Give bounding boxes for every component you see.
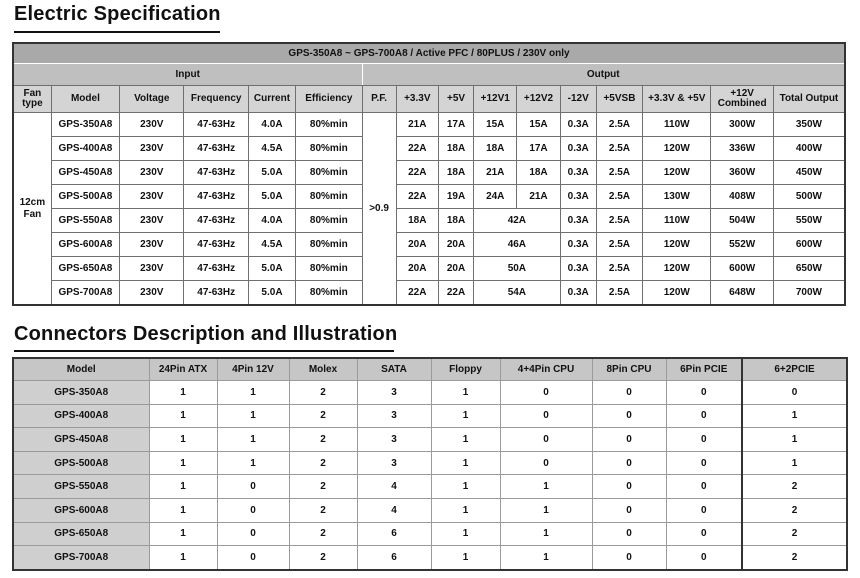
connector-header-cell: 4+4Pin CPU <box>500 358 592 381</box>
neg12v-cell: 0.3A <box>560 137 596 161</box>
connectors-table <box>12 357 848 571</box>
connector-count-cell: 2 <box>742 522 847 546</box>
neg12v-cell: 0.3A <box>560 161 596 185</box>
connector-count-cell: 1 <box>742 428 847 452</box>
hdr-3v3-5v: +3.3V & +5V <box>643 86 711 113</box>
connector-count-cell: 0 <box>217 522 289 546</box>
connector-count-cell: 1 <box>149 428 217 452</box>
group-output: Output <box>362 64 845 86</box>
connectors-title <box>14 323 397 346</box>
voltage-cell: 230V <box>120 113 184 137</box>
v12-combined-cell: 300W <box>711 113 773 137</box>
frequency-cell: 47-63Hz <box>184 113 248 137</box>
connector-row <box>13 381 847 405</box>
connector-count-cell: 0 <box>500 381 592 405</box>
v5-cell: 22A <box>438 281 473 306</box>
total-output-cell: 400W <box>773 137 845 161</box>
current-cell: 5.0A <box>248 161 295 185</box>
model-cell: GPS-350A8 <box>51 113 119 137</box>
v12-combined-cell: 648W <box>711 281 773 306</box>
v33-cell: 18A <box>396 209 438 233</box>
connector-count-cell: 1 <box>149 475 217 499</box>
connector-count-cell: 1 <box>149 498 217 522</box>
connector-count-cell: 2 <box>289 498 357 522</box>
spec-banner: GPS-350A8 ~ GPS-700A8 / Active PFC / 80PLUS / 230V only <box>13 43 845 64</box>
connector-count-cell: 1 <box>149 404 217 428</box>
efficiency-cell: 80%min <box>296 257 362 281</box>
connector-count-cell: 0 <box>592 404 666 428</box>
efficiency-cell: 80%min <box>296 161 362 185</box>
connector-count-cell: 0 <box>592 522 666 546</box>
connector-count-cell: 2 <box>742 475 847 499</box>
connector-count-cell: 0 <box>666 451 742 475</box>
connector-model-cell: GPS-450A8 <box>13 428 149 452</box>
spec-row <box>13 137 845 161</box>
connector-count-cell: 3 <box>357 451 431 475</box>
electric-spec-title <box>14 3 221 26</box>
frequency-cell: 47-63Hz <box>184 185 248 209</box>
connector-count-cell: 1 <box>500 522 592 546</box>
connector-count-cell: 1 <box>500 546 592 570</box>
connector-count-cell: 1 <box>431 428 500 452</box>
hdr-12v2: +12V2 <box>517 86 560 113</box>
connector-count-cell: 0 <box>217 498 289 522</box>
connector-count-cell: 0 <box>217 546 289 570</box>
connector-count-cell: 3 <box>357 404 431 428</box>
efficiency-cell: 80%min <box>296 113 362 137</box>
v12-cell: 54A <box>474 281 561 306</box>
connector-count-cell: 2 <box>289 428 357 452</box>
hdr-voltage: Voltage <box>120 86 184 113</box>
efficiency-cell: 80%min <box>296 209 362 233</box>
connector-count-cell: 0 <box>500 428 592 452</box>
connectors-title-text: Connectors Description and Illustration <box>14 323 398 345</box>
connector-count-cell: 0 <box>666 404 742 428</box>
neg12v-cell: 0.3A <box>560 281 596 306</box>
total-output-cell: 700W <box>773 281 845 306</box>
pf-cell: >0.9 <box>362 113 396 306</box>
v33-5v-cell: 120W <box>643 257 711 281</box>
connector-count-cell: 1 <box>431 381 500 405</box>
v33-cell: 22A <box>396 137 438 161</box>
v5sb-cell: 2.5A <box>596 137 642 161</box>
v12-combined-cell: 336W <box>711 137 773 161</box>
connector-count-cell: 0 <box>592 546 666 570</box>
connector-count-cell: 1 <box>217 381 289 405</box>
v12-combined-cell: 360W <box>711 161 773 185</box>
connector-count-cell: 2 <box>742 546 847 570</box>
connector-row <box>13 428 847 452</box>
v12-1-cell: 15A <box>474 113 517 137</box>
connector-count-cell: 1 <box>431 546 500 570</box>
model-cell: GPS-550A8 <box>51 209 119 233</box>
connector-count-cell: 0 <box>217 475 289 499</box>
v12-2-cell: 15A <box>517 113 560 137</box>
connector-count-cell: 3 <box>357 428 431 452</box>
v5-cell: 19A <box>438 185 473 209</box>
v5-cell: 18A <box>438 137 473 161</box>
connector-count-cell: 1 <box>431 404 500 428</box>
connector-header-cell: Molex <box>289 358 357 381</box>
electric-spec-table <box>12 42 846 306</box>
connector-count-cell: 1 <box>149 381 217 405</box>
hdr-model: Model <box>51 86 119 113</box>
total-output-cell: 650W <box>773 257 845 281</box>
v5sb-cell: 2.5A <box>596 209 642 233</box>
connector-header-cell: Floppy <box>431 358 500 381</box>
efficiency-cell: 80%min <box>296 281 362 306</box>
total-output-cell: 600W <box>773 233 845 257</box>
v12-1-cell: 18A <box>474 137 517 161</box>
connector-header-cell: 24Pin ATX <box>149 358 217 381</box>
connector-count-cell: 0 <box>666 428 742 452</box>
connector-count-cell: 0 <box>592 428 666 452</box>
v33-cell: 21A <box>396 113 438 137</box>
spec-row <box>13 281 845 306</box>
neg12v-cell: 0.3A <box>560 185 596 209</box>
v33-5v-cell: 120W <box>643 233 711 257</box>
connector-count-cell: 0 <box>500 404 592 428</box>
v33-cell: 20A <box>396 233 438 257</box>
frequency-cell: 47-63Hz <box>184 161 248 185</box>
connectors-header-row <box>13 358 847 381</box>
connector-row <box>13 522 847 546</box>
connector-count-cell: 1 <box>217 428 289 452</box>
v5-cell: 18A <box>438 161 473 185</box>
model-cell: GPS-450A8 <box>51 161 119 185</box>
title-underline <box>14 350 394 352</box>
frequency-cell: 47-63Hz <box>184 233 248 257</box>
connector-header-cell: Model <box>13 358 149 381</box>
connector-header-cell: 6+2PCIE <box>742 358 847 381</box>
v12-cell: 50A <box>474 257 561 281</box>
v5-cell: 20A <box>438 257 473 281</box>
connector-count-cell: 4 <box>357 475 431 499</box>
spec-banner-row <box>13 43 845 64</box>
connector-row <box>13 451 847 475</box>
spec-row <box>13 233 845 257</box>
hdr-efficiency: Efficiency <box>296 86 362 113</box>
v12-1-cell: 21A <box>474 161 517 185</box>
voltage-cell: 230V <box>120 209 184 233</box>
connector-header-cell: SATA <box>357 358 431 381</box>
connector-count-cell: 0 <box>666 522 742 546</box>
connector-count-cell: 1 <box>431 522 500 546</box>
model-cell: GPS-600A8 <box>51 233 119 257</box>
connector-count-cell: 2 <box>289 522 357 546</box>
frequency-cell: 47-63Hz <box>184 137 248 161</box>
connector-count-cell: 4 <box>357 498 431 522</box>
connector-count-cell: 1 <box>217 451 289 475</box>
fan-type-cell: 12cm Fan <box>13 113 51 306</box>
connector-count-cell: 1 <box>149 546 217 570</box>
connector-model-cell: GPS-700A8 <box>13 546 149 570</box>
connector-count-cell: 0 <box>592 475 666 499</box>
hdr-total-output: Total Output <box>773 86 845 113</box>
hdr-12v-combined: +12V Combined <box>711 86 773 113</box>
connector-row <box>13 475 847 499</box>
model-cell: GPS-500A8 <box>51 185 119 209</box>
voltage-cell: 230V <box>120 137 184 161</box>
connector-count-cell: 0 <box>500 451 592 475</box>
connector-count-cell: 6 <box>357 522 431 546</box>
connector-count-cell: 1 <box>742 451 847 475</box>
connector-count-cell: 0 <box>592 498 666 522</box>
v5sb-cell: 2.5A <box>596 281 642 306</box>
connector-count-cell: 2 <box>289 475 357 499</box>
v12-combined-cell: 504W <box>711 209 773 233</box>
v33-5v-cell: 130W <box>643 185 711 209</box>
v5-cell: 17A <box>438 113 473 137</box>
frequency-cell: 47-63Hz <box>184 209 248 233</box>
v12-1-cell: 24A <box>474 185 517 209</box>
hdr-pf: P.F. <box>362 86 396 113</box>
connector-model-cell: GPS-550A8 <box>13 475 149 499</box>
v12-2-cell: 18A <box>517 161 560 185</box>
model-cell: GPS-700A8 <box>51 281 119 306</box>
voltage-cell: 230V <box>120 257 184 281</box>
spec-row <box>13 185 845 209</box>
connector-count-cell: 0 <box>666 381 742 405</box>
efficiency-cell: 80%min <box>296 185 362 209</box>
v5sb-cell: 2.5A <box>596 161 642 185</box>
connector-count-cell: 1 <box>500 498 592 522</box>
connector-row <box>13 546 847 570</box>
v12-2-cell: 21A <box>517 185 560 209</box>
connector-count-cell: 2 <box>289 404 357 428</box>
frequency-cell: 47-63Hz <box>184 281 248 306</box>
v12-combined-cell: 408W <box>711 185 773 209</box>
neg12v-cell: 0.3A <box>560 233 596 257</box>
connector-count-cell: 1 <box>149 451 217 475</box>
hdr-5v: +5V <box>438 86 473 113</box>
v12-combined-cell: 552W <box>711 233 773 257</box>
connector-header-cell: 8Pin CPU <box>592 358 666 381</box>
v33-5v-cell: 110W <box>643 209 711 233</box>
connector-count-cell: 3 <box>357 381 431 405</box>
spec-row <box>13 113 845 137</box>
connector-count-cell: 0 <box>742 381 847 405</box>
connector-header-cell: 4Pin 12V <box>217 358 289 381</box>
hdr-3v3: +3.3V <box>396 86 438 113</box>
v12-combined-cell: 600W <box>711 257 773 281</box>
v33-cell: 20A <box>396 257 438 281</box>
v33-5v-cell: 120W <box>643 161 711 185</box>
total-output-cell: 450W <box>773 161 845 185</box>
connector-count-cell: 0 <box>592 451 666 475</box>
efficiency-cell: 80%min <box>296 233 362 257</box>
connector-count-cell: 2 <box>289 381 357 405</box>
v5-cell: 20A <box>438 233 473 257</box>
current-cell: 4.0A <box>248 113 295 137</box>
current-cell: 5.0A <box>248 185 295 209</box>
frequency-cell: 47-63Hz <box>184 257 248 281</box>
v5-cell: 18A <box>438 209 473 233</box>
group-input: Input <box>13 64 362 86</box>
connector-header-cell: 6Pin PCIE <box>666 358 742 381</box>
connector-count-cell: 0 <box>592 381 666 405</box>
hdr-neg12v: -12V <box>560 86 596 113</box>
current-cell: 4.5A <box>248 233 295 257</box>
connector-row <box>13 404 847 428</box>
connector-model-cell: GPS-650A8 <box>13 522 149 546</box>
connector-count-cell: 2 <box>742 498 847 522</box>
voltage-cell: 230V <box>120 233 184 257</box>
connector-model-cell: GPS-600A8 <box>13 498 149 522</box>
connector-model-cell: GPS-400A8 <box>13 404 149 428</box>
total-output-cell: 350W <box>773 113 845 137</box>
connector-count-cell: 6 <box>357 546 431 570</box>
v5sb-cell: 2.5A <box>596 113 642 137</box>
connector-row <box>13 498 847 522</box>
v5sb-cell: 2.5A <box>596 233 642 257</box>
spec-header-row <box>13 86 845 113</box>
spec-row <box>13 161 845 185</box>
v33-cell: 22A <box>396 185 438 209</box>
v33-cell: 22A <box>396 281 438 306</box>
current-cell: 5.0A <box>248 257 295 281</box>
v5sb-cell: 2.5A <box>596 185 642 209</box>
total-output-cell: 500W <box>773 185 845 209</box>
electric-spec-title-text: Electric Specification <box>14 3 221 25</box>
hdr-fan-type: Fan type <box>13 86 51 113</box>
hdr-12v1: +12V1 <box>474 86 517 113</box>
voltage-cell: 230V <box>120 281 184 306</box>
current-cell: 4.5A <box>248 137 295 161</box>
v12-2-cell: 17A <box>517 137 560 161</box>
connector-count-cell: 1 <box>149 522 217 546</box>
connector-count-cell: 1 <box>431 451 500 475</box>
hdr-current: Current <box>248 86 295 113</box>
v12-cell: 46A <box>474 233 561 257</box>
connector-count-cell: 1 <box>742 404 847 428</box>
v12-cell: 42A <box>474 209 561 233</box>
connector-count-cell: 1 <box>500 475 592 499</box>
v33-5v-cell: 120W <box>643 281 711 306</box>
neg12v-cell: 0.3A <box>560 209 596 233</box>
neg12v-cell: 0.3A <box>560 257 596 281</box>
v33-5v-cell: 120W <box>643 137 711 161</box>
model-cell: GPS-400A8 <box>51 137 119 161</box>
spec-group-row <box>13 64 845 86</box>
voltage-cell: 230V <box>120 185 184 209</box>
v33-cell: 22A <box>396 161 438 185</box>
connector-count-cell: 0 <box>666 498 742 522</box>
title-underline <box>14 31 220 33</box>
connector-count-cell: 1 <box>431 498 500 522</box>
efficiency-cell: 80%min <box>296 137 362 161</box>
neg12v-cell: 0.3A <box>560 113 596 137</box>
connector-model-cell: GPS-500A8 <box>13 451 149 475</box>
current-cell: 5.0A <box>248 281 295 306</box>
connector-count-cell: 1 <box>217 404 289 428</box>
total-output-cell: 550W <box>773 209 845 233</box>
v5sb-cell: 2.5A <box>596 257 642 281</box>
connector-model-cell: GPS-350A8 <box>13 381 149 405</box>
connector-count-cell: 2 <box>289 546 357 570</box>
connector-count-cell: 2 <box>289 451 357 475</box>
hdr-frequency: Frequency <box>184 86 248 113</box>
hdr-5vsb: +5VSB <box>596 86 642 113</box>
v33-5v-cell: 110W <box>643 113 711 137</box>
connector-count-cell: 1 <box>431 475 500 499</box>
model-cell: GPS-650A8 <box>51 257 119 281</box>
voltage-cell: 230V <box>120 161 184 185</box>
current-cell: 4.0A <box>248 209 295 233</box>
connector-count-cell: 0 <box>666 546 742 570</box>
spec-row <box>13 257 845 281</box>
spec-row <box>13 209 845 233</box>
connector-count-cell: 0 <box>666 475 742 499</box>
